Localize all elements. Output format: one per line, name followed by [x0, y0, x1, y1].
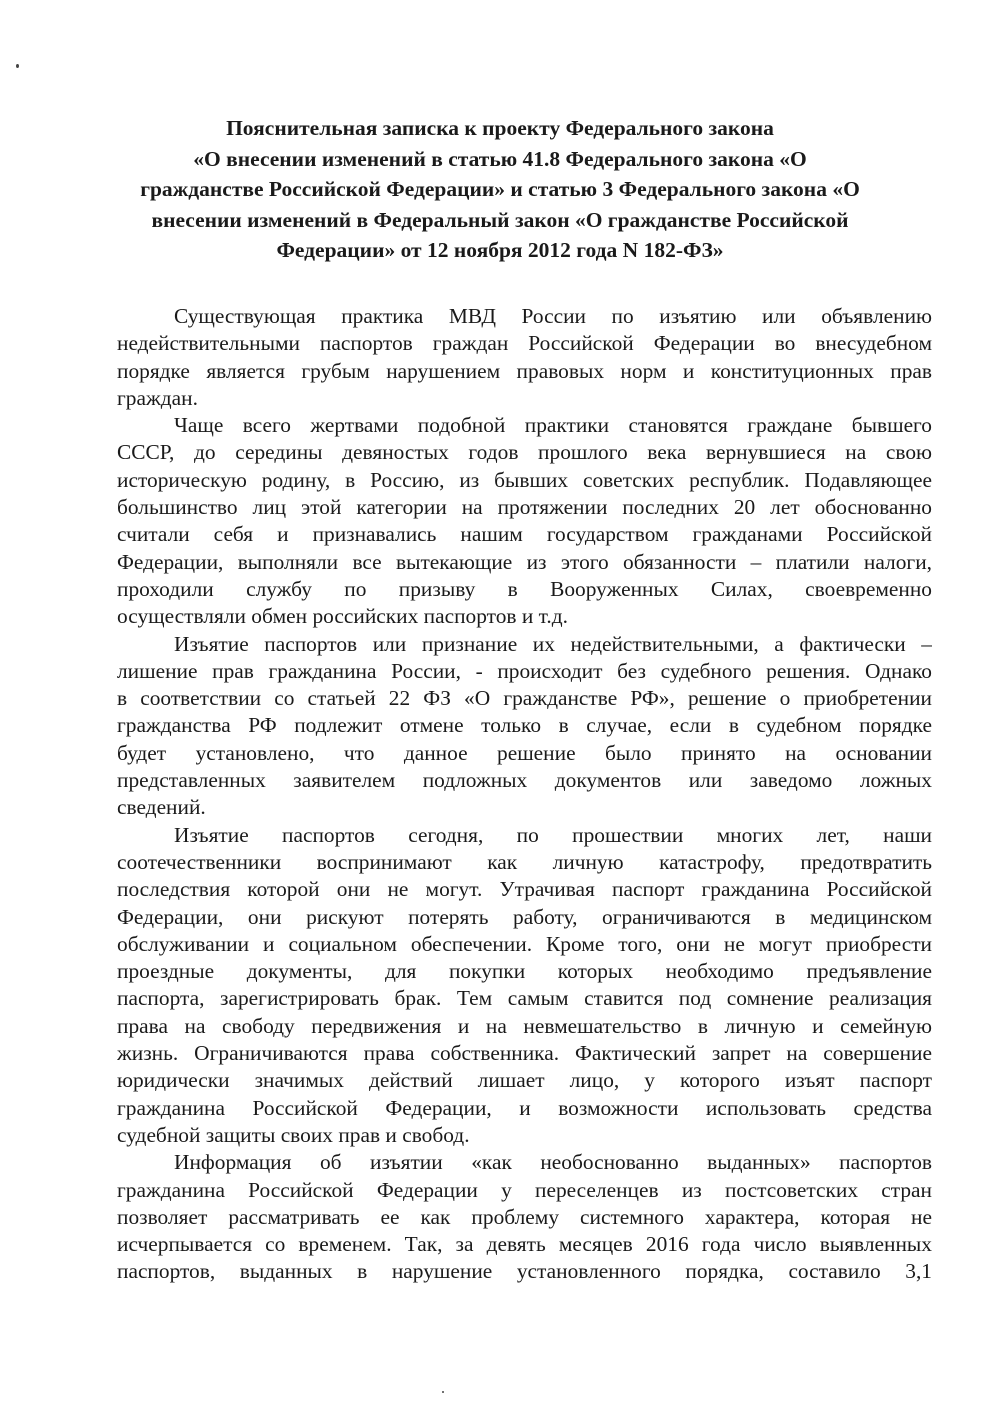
text-line: соотечественники воспринимают как личную катастрофу, предотвратить	[117, 849, 932, 874]
text-line: судебной защиты своих прав и свобод.	[117, 1122, 470, 1147]
text-line: историческую родину, в Россию, из бывших советских республик. Подавляющее	[117, 467, 932, 492]
text-line: последствия которой они не могут. Утрачивая паспорт гражданина Российской	[117, 877, 932, 902]
text-line: Изъятие паспортов или признание их недействительными, а фактически –	[174, 631, 932, 656]
text-line: сведений.	[117, 795, 206, 820]
title-line: «О внесении изменений в статью 41.8 Федерального закона «О	[193, 146, 807, 171]
text-line: паспортов, выданных в нарушение установленного порядка, составило 3,1	[117, 1259, 932, 1284]
text-line: проходили службу по призыву в Вооруженных Силах, своевременно	[117, 576, 932, 601]
paragraph	[117, 822, 932, 1150]
text-line: Федерации, они рискуют потерять работу, ограничиваются в медицинском	[117, 904, 932, 929]
title-line: Федерации» от 12 ноября 2012 года N 182-ФЗ»	[276, 238, 724, 262]
scan-speck	[16, 64, 19, 68]
text-line: гражданина Российской Федерации у переселенцев из постсоветских стран	[117, 1177, 932, 1202]
paragraph	[117, 631, 932, 822]
title-line: внесении изменений в Федеральный закон «О гражданстве Российской	[151, 207, 849, 232]
text-line: гражданина Российской Федерации, и возможности использовать средства	[117, 1095, 932, 1120]
text-line: права на свободу передвижения и на невмешательство в личную и семейную	[117, 1013, 932, 1038]
text-line: исчерпывается со временем. Так, за девять месяцев 2016 года число выявленных	[117, 1232, 932, 1257]
text-line: СССР, до середины девяностых годов прошлого века вернувшиеся на свою	[117, 440, 932, 465]
document-body	[117, 303, 932, 1286]
text-line: недействительными паспортов граждан Российской Федерации во внесудебном	[117, 331, 932, 356]
text-line: лишение прав гражданина России, - происходит без судебного решения. Однако	[117, 658, 932, 683]
text-line: паспорта, зарегистрировать брак. Тем самым ставится под сомнение реализация	[117, 986, 932, 1011]
text-line: Информация об изъятии «как необоснованно выданных» паспортов	[174, 1150, 932, 1175]
text-line: представленных заявителем подложных документов или заведомо ложных	[117, 768, 932, 793]
text-line: осуществляли обмен российских паспортов и т.д.	[117, 604, 568, 629]
text-line: юридически значимых действий лишает лицо, у которого изъят паспорт	[117, 1068, 932, 1093]
text-line: Чаще всего жертвами подобной практики становятся граждане бывшего	[174, 413, 932, 438]
text-line: граждан.	[117, 385, 198, 410]
text-line: проездные документы, для покупки которых необходимо предъявление	[117, 959, 932, 984]
text-line: позволяет рассматривать ее как проблему системного характера, которая не	[117, 1204, 932, 1229]
text-line: будет установлено, что данное решение было принято на основании	[117, 740, 932, 765]
paragraph	[117, 1149, 932, 1285]
paragraph	[117, 412, 932, 630]
scan-speck	[442, 1391, 444, 1393]
text-line: порядке является грубым нарушением правовых норм и конституционных прав	[117, 358, 932, 383]
text-line: гражданства РФ подлежит отмене только в случае, если в судебном порядке	[117, 713, 932, 738]
text-line: в соответствии со статьей 22 ФЗ «О гражданстве РФ», решение о приобретении	[117, 686, 932, 711]
text-line: жизнь. Ограничиваются права собственника. Фактический запрет на совершение	[117, 1041, 932, 1066]
text-line: обслуживании и социальном обеспечении. Кроме того, они не могут приобрести	[117, 931, 932, 956]
text-line: Существующая практика МВД России по изъятию или объявлению	[174, 304, 932, 328]
text-line: Изъятие паспортов сегодня, по прошествии многих лет, наши	[174, 822, 932, 847]
text-line: Федерации, выполняли все вытекающие из этого обязанности – платили налоги,	[117, 549, 932, 574]
text-line: большинство лиц этой категории на протяжении последних 20 лет обоснованно	[117, 495, 932, 520]
title-line: Пояснительная записка к проекту Федерального закона	[226, 116, 774, 140]
document-title	[110, 113, 890, 266]
title-line: гражданстве Российской Федерации» и статью 3 Федерального закона «О	[140, 177, 860, 201]
text-line: считали себя и признавались нашим государством гражданами Российской	[117, 522, 932, 547]
paragraph	[117, 303, 932, 412]
